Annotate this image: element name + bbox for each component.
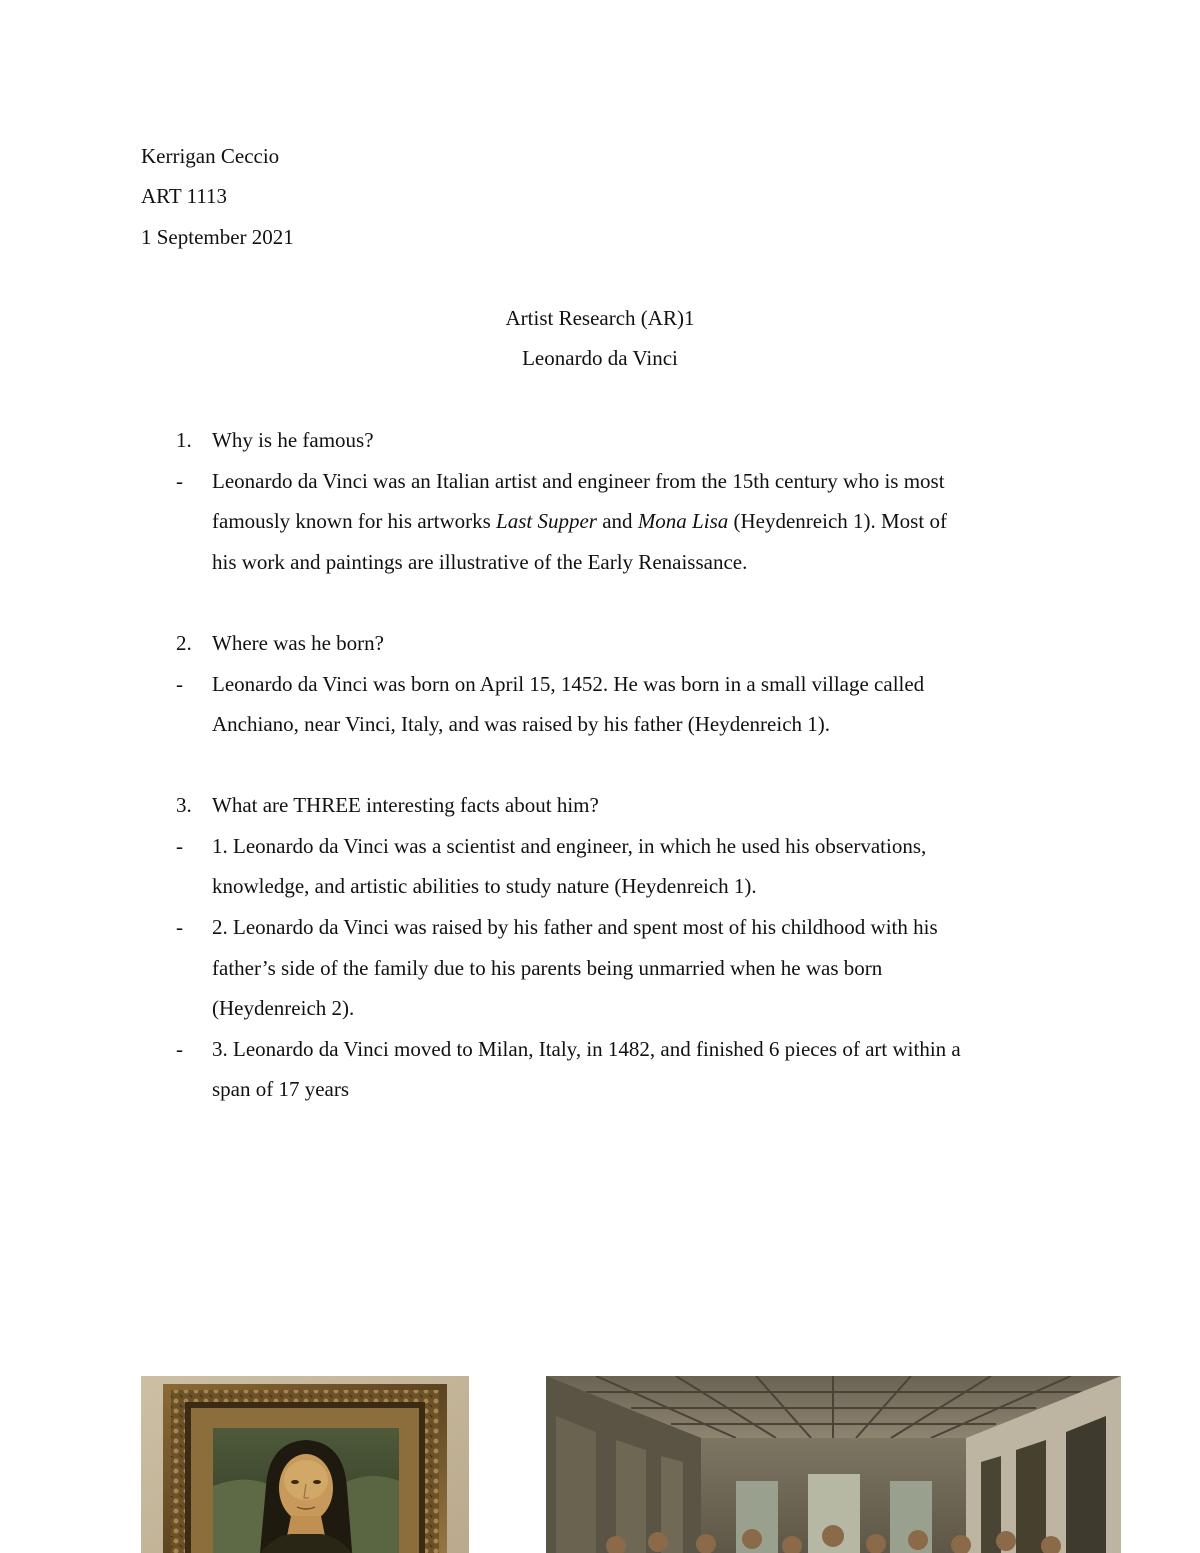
artwork-title: Last Supper [496, 509, 597, 533]
last-supper-illustration [546, 1376, 1121, 1553]
answer-bullet: - [176, 469, 183, 493]
question-number: 3. [176, 793, 192, 817]
answer-text-run: famously known for his artworks [212, 509, 497, 533]
last-supper-image [546, 1376, 1121, 1553]
answer-line: 2. Leonardo da Vinci was raised by his father and spent most of his childhood with his [212, 915, 938, 939]
question-text: What are THREE interesting facts about him? [212, 793, 599, 817]
document-date: 1 September 2021 [141, 225, 294, 249]
answer-text-run: (Heydenreich 1). Most of [728, 509, 947, 533]
answer-bullet: - [176, 672, 183, 696]
mona-lisa-illustration [141, 1376, 469, 1553]
answer-line [212, 507, 947, 535]
answer-text-run: and [596, 509, 638, 533]
answer-bullet: - [176, 1037, 183, 1061]
answer-line: Leonardo da Vinci was an Italian artist and engineer from the 15th century who is most [212, 469, 945, 493]
author-name: Kerrigan Ceccio [141, 144, 280, 168]
answer-bullet: - [176, 834, 183, 858]
mona-lisa-image [141, 1376, 469, 1553]
answer-bullet: - [176, 915, 183, 939]
answer-line: (Heydenreich 2). [212, 996, 355, 1020]
answer-line: 3. Leonardo da Vinci moved to Milan, Italy, in 1482, and finished 6 pieces of art within a [212, 1037, 961, 1061]
answer-line: his work and paintings are illustrative of the Early Renaissance. [212, 550, 748, 574]
question-number: 2. [176, 631, 192, 655]
question-text: Why is he famous? [212, 428, 374, 452]
question-number: 1. [176, 428, 192, 452]
document-title: Artist Research (AR)1 [505, 306, 695, 330]
artwork-title: Mona Lisa [637, 509, 729, 533]
answer-line: knowledge, and artistic abilities to study nature (Heydenreich 1). [212, 874, 757, 898]
answer-line: span of 17 years [212, 1077, 350, 1101]
question-text: Where was he born? [212, 631, 384, 655]
answer-line: father’s side of the family due to his parents being unmarried when he was born [212, 956, 883, 980]
course-code: ART 1113 [141, 184, 228, 208]
document-subtitle: Leonardo da Vinci [522, 346, 678, 370]
answer-line: 1. Leonardo da Vinci was a scientist and engineer, in which he used his observations, [212, 834, 927, 858]
answer-line: Leonardo da Vinci was born on April 15, 1452. He was born in a small village called [212, 672, 925, 696]
answer-line: Anchiano, near Vinci, Italy, and was raised by his father (Heydenreich 1). [212, 712, 831, 736]
